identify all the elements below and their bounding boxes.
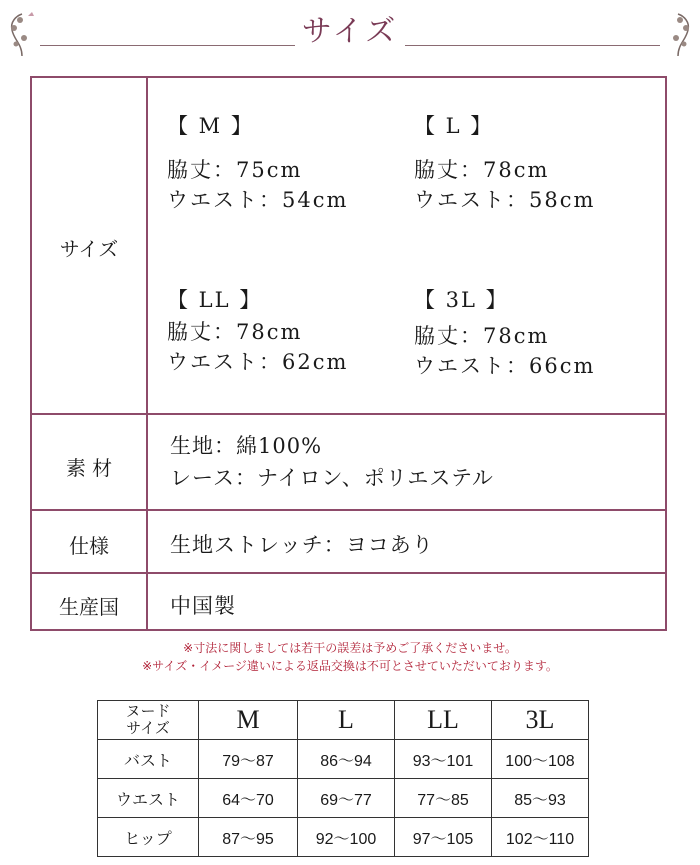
size-name: 【 3L 】 bbox=[414, 288, 509, 312]
table-cell: 64～70 bbox=[199, 779, 298, 818]
table-cell: 86～94 bbox=[298, 740, 395, 779]
column-header: LL bbox=[395, 701, 492, 740]
spec-label-material: 素 材 bbox=[65, 456, 113, 480]
page-title: サイズ bbox=[301, 14, 399, 49]
size-block-ll bbox=[167, 285, 348, 377]
column-header: M bbox=[199, 701, 298, 740]
size-block-l bbox=[414, 111, 595, 215]
size-name: 【 LL 】 bbox=[167, 288, 263, 312]
material-line: レース：ナイロン、ポリエステル bbox=[170, 466, 494, 490]
table-cell: 100～108 bbox=[492, 740, 589, 779]
table-corner bbox=[98, 701, 199, 740]
table-cell: 69～77 bbox=[298, 779, 395, 818]
table-cell: 102～110 bbox=[492, 818, 589, 857]
spec-row-divider bbox=[32, 509, 665, 511]
size-length: 脇丈：78cm bbox=[414, 324, 550, 348]
size-name: 【 M 】 bbox=[167, 114, 254, 138]
size-block-m bbox=[167, 111, 348, 215]
row-header: バスト bbox=[98, 740, 199, 779]
size-length: 脇丈：78cm bbox=[167, 320, 303, 344]
row-header: ウエスト bbox=[98, 779, 199, 818]
corner-line: ヌード bbox=[125, 703, 171, 720]
spec-label-spec: 仕様 bbox=[69, 534, 109, 558]
floral-ornament-right-icon bbox=[660, 10, 696, 58]
spec-label-origin: 生産国 bbox=[59, 595, 119, 619]
nude-size-table bbox=[97, 700, 589, 857]
table-row bbox=[98, 779, 589, 818]
table-row bbox=[98, 740, 589, 779]
spec-row-divider bbox=[32, 572, 665, 574]
size-length: 脇丈：75cm bbox=[167, 158, 303, 182]
row-header: ヒップ bbox=[98, 818, 199, 857]
size-name: 【 L 】 bbox=[414, 114, 494, 138]
table-header-row bbox=[98, 701, 589, 740]
table-cell: 87～95 bbox=[199, 818, 298, 857]
size-waist: ウエスト：58cm bbox=[414, 188, 596, 212]
table-cell: 85～93 bbox=[492, 779, 589, 818]
spec-value: 生地ストレッチ：ヨコあり bbox=[170, 533, 434, 557]
spec-label-size: サイズ bbox=[59, 237, 119, 261]
material-line: 生地：綿100% bbox=[170, 434, 323, 458]
spec-column-divider bbox=[146, 78, 148, 629]
material-value bbox=[170, 430, 494, 494]
table-cell: 77～85 bbox=[395, 779, 492, 818]
note-line: ※寸法に関しましては若干の誤差は予めご了承くださいませ。 bbox=[183, 641, 517, 655]
size-waist: ウエスト：54cm bbox=[167, 188, 349, 212]
header-divider-right bbox=[405, 45, 660, 46]
table-cell: 97～105 bbox=[395, 818, 492, 857]
corner-line: サイズ bbox=[126, 720, 170, 737]
size-length: 脇丈：78cm bbox=[414, 158, 550, 182]
column-header: 3L bbox=[492, 701, 589, 740]
note-line: ※サイズ・イメージ違いによる返品交換は不可とさせていただいております。 bbox=[142, 659, 558, 673]
table-cell: 79～87 bbox=[199, 740, 298, 779]
table-cell: 93～101 bbox=[395, 740, 492, 779]
table-cell: 92～100 bbox=[298, 818, 395, 857]
table-row bbox=[98, 818, 589, 857]
column-header: L bbox=[298, 701, 395, 740]
size-waist: ウエスト：62cm bbox=[167, 350, 349, 374]
spec-row-divider bbox=[32, 413, 665, 415]
size-block-3l bbox=[414, 285, 595, 381]
spec-table bbox=[30, 76, 667, 631]
origin-value: 中国製 bbox=[170, 594, 236, 618]
size-waist: ウエスト：66cm bbox=[414, 354, 596, 378]
